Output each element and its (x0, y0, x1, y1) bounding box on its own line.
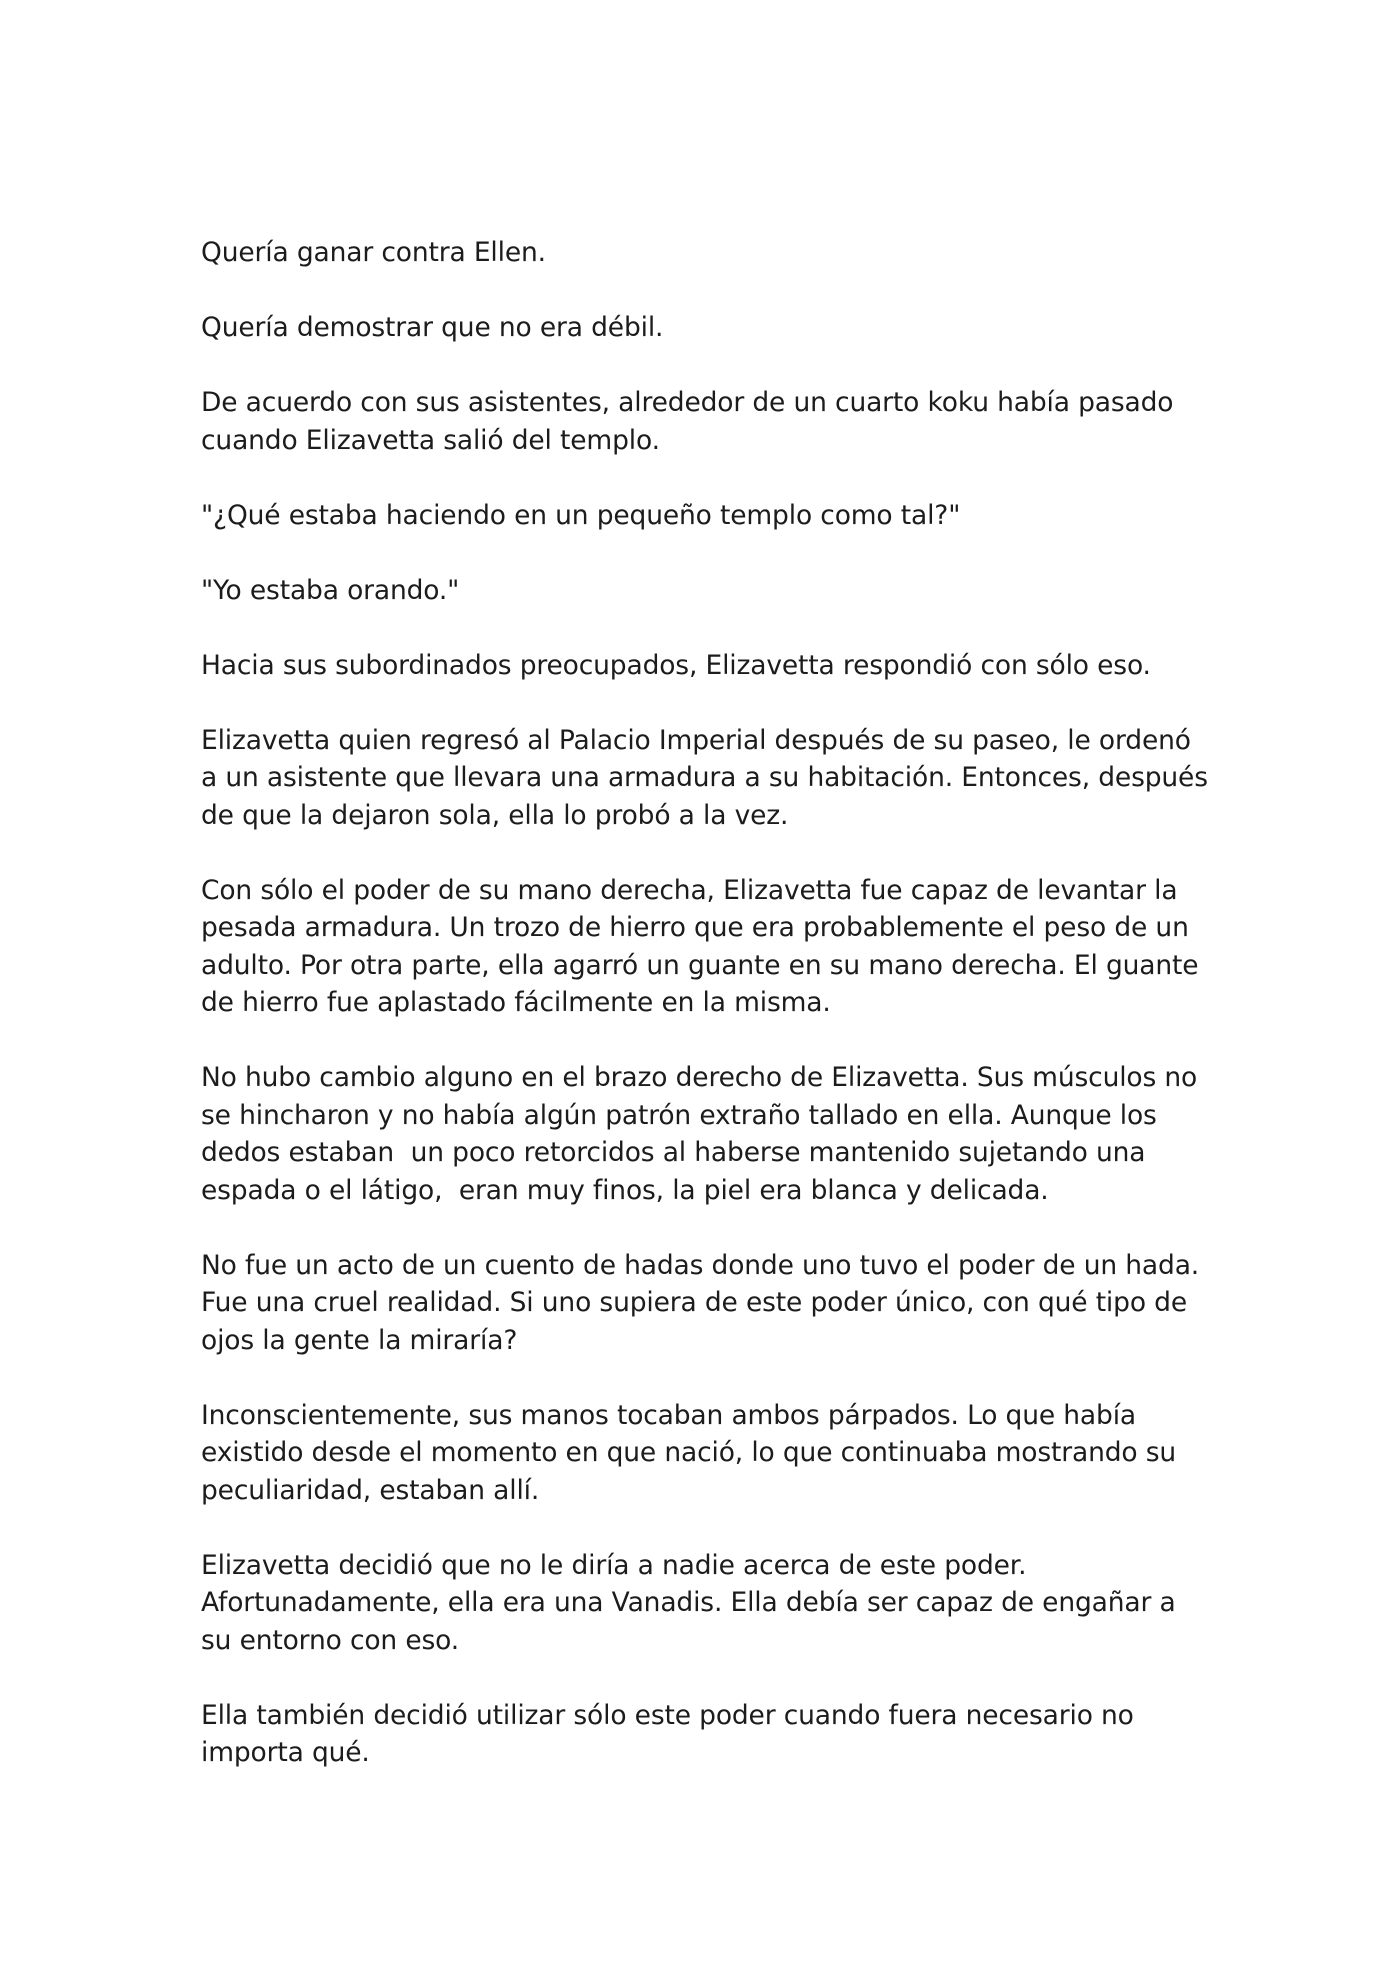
paragraph: "Yo estaba orando." (201, 574, 460, 606)
paragraph: "¿Qué estaba haciendo en un pequeño templo como tal?" (201, 499, 961, 531)
paragraph: Quería ganar contra Ellen. (201, 237, 546, 268)
paragraph: Hacia sus subordinados preocupados, Elizavetta respondió con sólo eso. (201, 649, 1151, 681)
document-body (201, 234, 1217, 1772)
paragraph: No fue un acto de un cuento de hadas donde uno tuvo el poder de un hada. Fue una cruel realidad. Si uno supiera de este poder único, con qué tipo de ojos la gente la miraría? (201, 1249, 1208, 1356)
paragraph: De acuerdo con sus asistentes, alrededor de un cuarto koku había pasado cuando Elizavetta salió del templo. (201, 387, 1182, 456)
paragraph: Con sólo el poder de su mano derecha, Elizavetta fue capaz de levantar la pesada armadura. Un trozo de hierro que era probablemente el peso de un adulto. Por otra parte, ella agarró un guante en su mano derecha. El guante de hierro fue aplastado fácilmente en la misma. (201, 874, 1207, 1018)
paragraph: Ella también decidió utilizar sólo este poder cuando fuera necesario no importa qué. (201, 1699, 1143, 1768)
paragraph: Inconscientemente, sus manos tocaban ambos párpados. Lo que había existido desde el momento en que nació, lo que continuaba mostrando su peculiaridad, estaban allí. (201, 1399, 1185, 1506)
paragraph: Elizavetta quien regresó al Palacio Imperial después de su paseo, le ordenó a un asistente que llevara una armadura a su habitación. Entonces, después de que la dejaron sola, ella lo probó a la vez. (201, 724, 1217, 831)
paragraph: Elizavetta decidió que no le diría a nadie acerca de este poder. Afortunadamente, ella era una Vanadis. Ella debía ser capaz de engañar a su entorno con eso. (201, 1549, 1184, 1656)
paragraph: Quería demostrar que no era débil. (201, 312, 664, 343)
paragraph: No hubo cambio alguno en el brazo derecho de Elizavetta. Sus músculos no se hincharon y no había algún patrón extraño tallado en ella. Aunque los dedos estaban un poco retorcidos al haberse mantenido sujetando una espada o el látigo, eran muy finos, la piel era blanca y delicada. (201, 1062, 1206, 1206)
